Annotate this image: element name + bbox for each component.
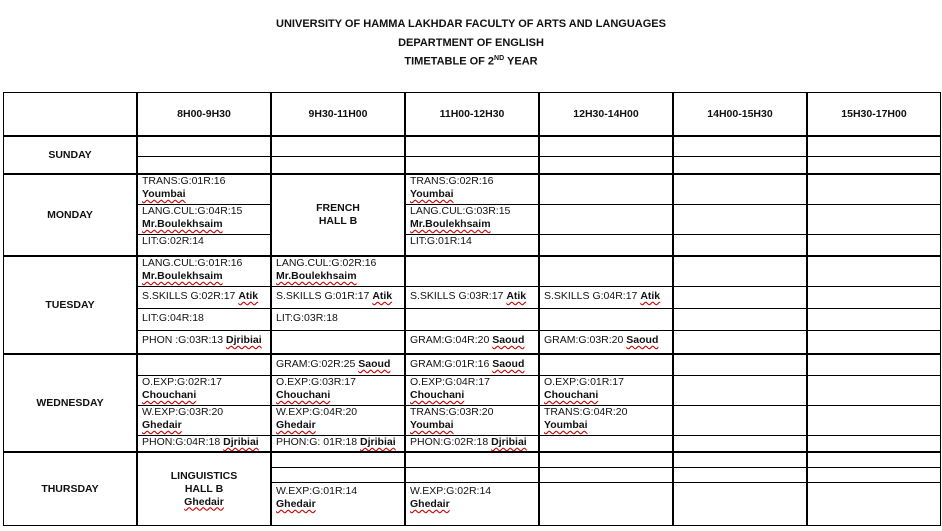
class-entry: W.EXP:G:02R:14 bbox=[410, 485, 492, 497]
teacher-name: Djribiai bbox=[226, 334, 262, 346]
wednesday-slot-1 bbox=[137, 354, 271, 452]
timetable-title bbox=[0, 55, 942, 68]
monday-slot-6 bbox=[807, 174, 941, 256]
monday-slot-5 bbox=[673, 174, 807, 256]
sunday-slot-6 bbox=[807, 136, 941, 174]
teacher-name: Chouchani bbox=[142, 389, 197, 401]
header-row bbox=[3, 92, 941, 136]
monday-row bbox=[3, 174, 941, 256]
class-entry: W.EXP:G:01R:14 bbox=[276, 485, 358, 497]
teacher-name: Djribiai bbox=[223, 436, 259, 448]
class-entry: W.EXP:G:04R:20 bbox=[276, 406, 358, 418]
class-entry: W.EXP:G:03R:20 bbox=[142, 406, 224, 418]
day-label-monday: MONDAY bbox=[3, 174, 137, 256]
class-entry: LANG.CUL:G:02R:16 bbox=[276, 257, 377, 269]
tuesday-slot-1 bbox=[137, 256, 271, 354]
class-entry: TRANS:G:01R:16 bbox=[142, 175, 226, 187]
class-entry: GRAM:G:04R:20 bbox=[410, 334, 493, 346]
class-entry: O.EXP:G:01R:17 bbox=[544, 376, 624, 388]
tuesday-slot-3 bbox=[405, 256, 539, 354]
teacher-name: Djribiai bbox=[360, 436, 396, 448]
class-entry: LIT:G:02R:14 bbox=[142, 235, 204, 247]
class-entry: TRANS:G:03R:20 bbox=[410, 406, 494, 418]
monday-slot-3 bbox=[405, 174, 539, 256]
sunday-slot-4 bbox=[539, 136, 673, 174]
tuesday-slot-4 bbox=[539, 256, 673, 354]
thursday-slot-4 bbox=[539, 452, 673, 526]
teacher-name: Atik bbox=[640, 290, 661, 302]
wednesday-slot-4 bbox=[539, 354, 673, 452]
timetable-title-post: YEAR bbox=[504, 55, 538, 68]
slot-header: 14H00-15H30 bbox=[673, 92, 807, 136]
room-label: HALL B bbox=[184, 482, 224, 495]
thursday-slot-1 bbox=[137, 452, 271, 526]
class-entry: GRAM:G:01R:16 bbox=[410, 358, 493, 370]
class-entry: O.EXP:G:02R:17 bbox=[142, 376, 222, 388]
thursday-slot-5 bbox=[673, 452, 807, 526]
teacher-name: Djribiai bbox=[491, 436, 527, 448]
teacher-name: Ghedair bbox=[276, 498, 316, 510]
teacher-name: Saoud bbox=[358, 358, 391, 370]
class-entry: GRAM:G:02R:25 bbox=[276, 358, 359, 370]
wednesday-slot-2 bbox=[271, 354, 405, 452]
teacher-name: Saoud bbox=[492, 334, 525, 346]
tuesday-slot-6 bbox=[807, 256, 941, 354]
slot-header: 12H30-14H00 bbox=[539, 92, 673, 136]
corner-cell bbox=[3, 92, 137, 136]
teacher-name: Saoud bbox=[626, 334, 659, 346]
teacher-name: Ghedair bbox=[276, 419, 316, 431]
teacher-name: Mr.Boulekhsaim bbox=[142, 218, 223, 230]
course-title: LINGUISTICS bbox=[170, 469, 238, 482]
teacher-name: Atik bbox=[506, 290, 527, 302]
day-label-thursday: THURSDAY bbox=[3, 452, 137, 526]
sunday-row bbox=[3, 136, 941, 174]
thursday-slot-2 bbox=[271, 452, 405, 526]
teacher-name: Youmbai bbox=[410, 419, 454, 431]
monday-slot-1 bbox=[137, 174, 271, 256]
thursday-row bbox=[3, 452, 941, 526]
day-label-tuesday: TUESDAY bbox=[3, 256, 137, 354]
teacher-name: Mr.Boulekhsaim bbox=[276, 270, 357, 282]
class-entry: S.SKILLS G:01R:17 bbox=[276, 290, 373, 302]
course-title: FRENCH bbox=[316, 202, 360, 214]
tuesday-row bbox=[3, 256, 941, 354]
thursday-slot-3 bbox=[405, 452, 539, 526]
class-entry: LANG.CUL:G:04R:15 bbox=[142, 205, 243, 217]
class-entry: TRANS:G:04R:20 bbox=[544, 406, 628, 418]
class-entry: O.EXP:G:03R:17 bbox=[276, 376, 356, 388]
class-entry: S.SKILLS G:04R:17 bbox=[544, 290, 641, 302]
teacher-name: Youmbai bbox=[410, 188, 454, 200]
class-entry: TRANS:G:02R:16 bbox=[410, 175, 494, 187]
class-entry: S.SKILLS G:03R:17 bbox=[410, 290, 507, 302]
timetable-title-sup: ND bbox=[494, 55, 505, 62]
tuesday-slot-5 bbox=[673, 256, 807, 354]
university-title: UNIVERSITY OF HAMMA LAKHDAR FACULTY OF ARTS AND LANGUAGES bbox=[276, 18, 666, 30]
teacher-name: Mr.Boulekhsaim bbox=[142, 270, 223, 282]
teacher-name: Atik bbox=[372, 290, 393, 302]
class-entry: LIT:G:04R:18 bbox=[142, 312, 204, 324]
teacher-name: Chouchani bbox=[544, 389, 599, 401]
day-label-sunday: SUNDAY bbox=[3, 136, 137, 174]
teacher-name: Youmbai bbox=[544, 419, 588, 431]
class-entry: PHON:G: 01R:18 bbox=[276, 436, 361, 448]
teacher-name: Ghedair bbox=[142, 419, 182, 431]
sunday-slot-5 bbox=[673, 136, 807, 174]
teacher-name: Chouchani bbox=[410, 389, 465, 401]
teacher-name: Saoud bbox=[492, 358, 525, 370]
tuesday-slot-2 bbox=[271, 256, 405, 354]
class-entry: S.SKILLS G:02R:17 bbox=[142, 290, 239, 302]
slot-header: 8H00-9H30 bbox=[137, 92, 271, 136]
teacher-name: Atik bbox=[238, 290, 259, 302]
teacher-name: Ghedair bbox=[410, 498, 450, 510]
class-entry: PHON :G:03R:13 bbox=[142, 334, 227, 346]
wednesday-slot-6 bbox=[807, 354, 941, 452]
sunday-slot-1 bbox=[137, 136, 271, 174]
teacher-name: Chouchani bbox=[276, 389, 331, 401]
sunday-slot-3 bbox=[405, 136, 539, 174]
room-label: HALL B bbox=[318, 215, 358, 227]
sunday-slot-2 bbox=[271, 136, 405, 174]
class-entry: LANG.CUL:G:01R:16 bbox=[142, 257, 243, 269]
slot-header: 11H00-12H30 bbox=[405, 92, 539, 136]
wednesday-row bbox=[3, 354, 941, 452]
thursday-slot-6 bbox=[807, 452, 941, 526]
timetable bbox=[3, 92, 941, 526]
monday-slot-4 bbox=[539, 174, 673, 256]
class-entry: LANG.CUL:G:03R:15 bbox=[410, 205, 511, 217]
class-entry: PHON:G:02R:18 bbox=[410, 436, 492, 448]
timetable-title-pre: TIMETABLE OF 2 bbox=[404, 55, 495, 68]
teacher-name: Mr.Boulekhsaim bbox=[410, 218, 491, 230]
class-entry: LIT:G:01R:14 bbox=[410, 235, 472, 247]
department-title: DEPARTMENT OF ENGLISH bbox=[398, 37, 544, 49]
class-entry: PHON:G:04R:18 bbox=[142, 436, 224, 448]
teacher-name: Youmbai bbox=[142, 188, 186, 200]
wednesday-slot-5 bbox=[673, 354, 807, 452]
class-entry: GRAM:G:03R:20 bbox=[544, 334, 627, 346]
monday-slot-2 bbox=[271, 174, 405, 256]
day-label-wednesday: WEDNESDAY bbox=[3, 354, 137, 452]
class-entry: O.EXP:G:04R:17 bbox=[410, 376, 490, 388]
wednesday-slot-3 bbox=[405, 354, 539, 452]
slot-header: 15H30-17H00 bbox=[807, 92, 941, 136]
slot-header: 9H30-11H00 bbox=[271, 92, 405, 136]
class-entry: LIT:G:03R:18 bbox=[276, 312, 338, 324]
teacher-name: Ghedair bbox=[184, 495, 224, 508]
